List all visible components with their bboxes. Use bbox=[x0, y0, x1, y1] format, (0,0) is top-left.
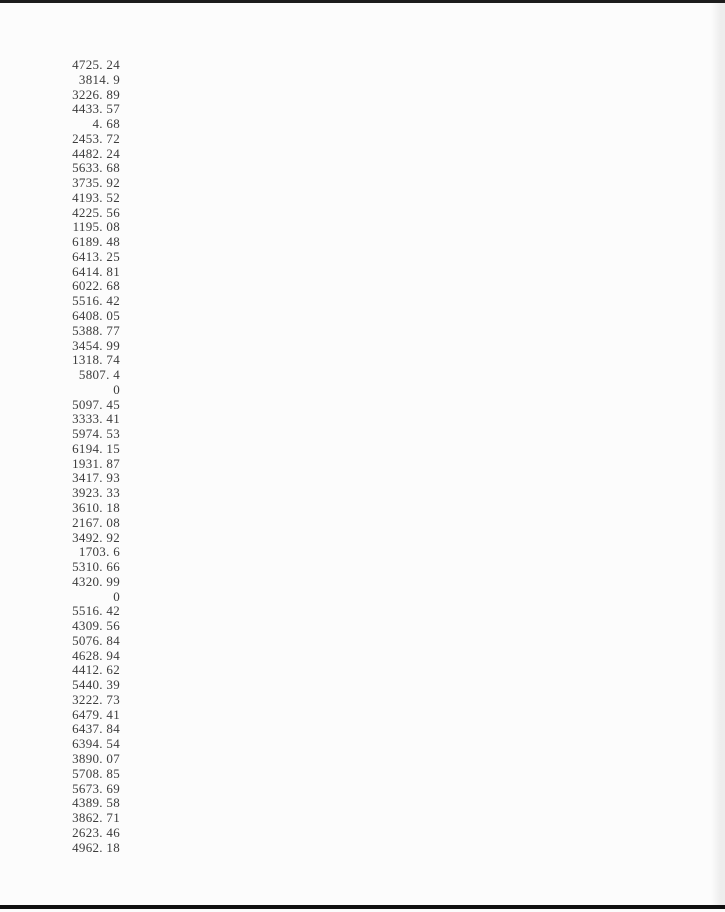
number-value: 3454. 99 bbox=[72, 337, 120, 353]
number-value: 6479. 41 bbox=[72, 706, 120, 722]
number-value: 5807. 4 bbox=[78, 367, 120, 383]
scan-edge-top-bar bbox=[0, 0, 725, 3]
number-value: 4225. 56 bbox=[72, 204, 120, 220]
number-value: 3890. 07 bbox=[72, 750, 120, 766]
number-value: 5673. 69 bbox=[72, 780, 120, 796]
number-value: 3417. 93 bbox=[72, 470, 120, 486]
number-value: 4962. 18 bbox=[72, 839, 120, 855]
number-value: 1703. 6 bbox=[78, 544, 120, 560]
number-value: 2167. 08 bbox=[72, 514, 120, 530]
scan-edge-bottom-bar bbox=[0, 905, 725, 909]
number-value: 5516. 42 bbox=[72, 293, 120, 309]
number-value: 4725. 24 bbox=[72, 57, 120, 72]
number-value: 3492. 92 bbox=[72, 529, 120, 545]
number-column bbox=[0, 58, 120, 855]
number-value: 5440. 39 bbox=[72, 677, 120, 693]
number-value: 2453. 72 bbox=[72, 130, 120, 146]
number-value: 5633. 68 bbox=[72, 160, 120, 176]
number-value: 6414. 81 bbox=[72, 263, 120, 279]
number-value: 1318. 74 bbox=[72, 352, 120, 368]
number-value: 5708. 85 bbox=[72, 765, 120, 781]
number-value: 5974. 53 bbox=[72, 426, 120, 442]
number-value: 5076. 84 bbox=[72, 632, 120, 648]
number-value: 4320. 99 bbox=[72, 573, 120, 589]
number-value: 5388. 77 bbox=[72, 322, 120, 338]
number-value: 3862. 71 bbox=[72, 810, 120, 826]
number-value: 3735. 92 bbox=[72, 175, 120, 191]
number-value: 4433. 57 bbox=[72, 101, 120, 117]
number-value: 6408. 05 bbox=[72, 308, 120, 324]
number-value: 4628. 94 bbox=[72, 647, 120, 663]
number-value: 4389. 58 bbox=[72, 795, 120, 811]
number-value: 6437. 84 bbox=[72, 721, 120, 737]
number-value: 6413. 25 bbox=[72, 248, 120, 264]
number-value: 6022. 68 bbox=[72, 278, 120, 294]
number-value: 6394. 54 bbox=[72, 736, 120, 752]
number-value: 4482. 24 bbox=[72, 145, 120, 161]
number-value: 6189. 48 bbox=[72, 234, 120, 250]
number-value: 5516. 42 bbox=[72, 603, 120, 619]
number-value: 1931. 87 bbox=[72, 455, 120, 471]
number-value: 5097. 45 bbox=[72, 396, 120, 412]
number-value: 4412. 62 bbox=[72, 662, 120, 678]
number-value: 1195. 08 bbox=[72, 219, 120, 235]
number-value: 4193. 52 bbox=[72, 189, 120, 205]
number-value: 4. 68 bbox=[92, 116, 120, 132]
number-value: 0 bbox=[113, 588, 120, 604]
number-value: 3923. 33 bbox=[72, 485, 120, 501]
number-value: 3814. 9 bbox=[78, 71, 120, 87]
number-value: 2623. 46 bbox=[72, 824, 120, 840]
number-value: 3610. 18 bbox=[72, 499, 120, 515]
number-value: 5310. 66 bbox=[72, 559, 120, 575]
number-value: 4309. 56 bbox=[72, 618, 120, 634]
number-value: 6194. 15 bbox=[72, 440, 120, 456]
number-value: 3226. 89 bbox=[72, 86, 120, 102]
number-value: 3333. 41 bbox=[72, 411, 120, 427]
scan-edge-right-strip bbox=[711, 3, 725, 908]
number-value: 0 bbox=[113, 381, 120, 397]
number-value: 3222. 73 bbox=[72, 691, 120, 707]
